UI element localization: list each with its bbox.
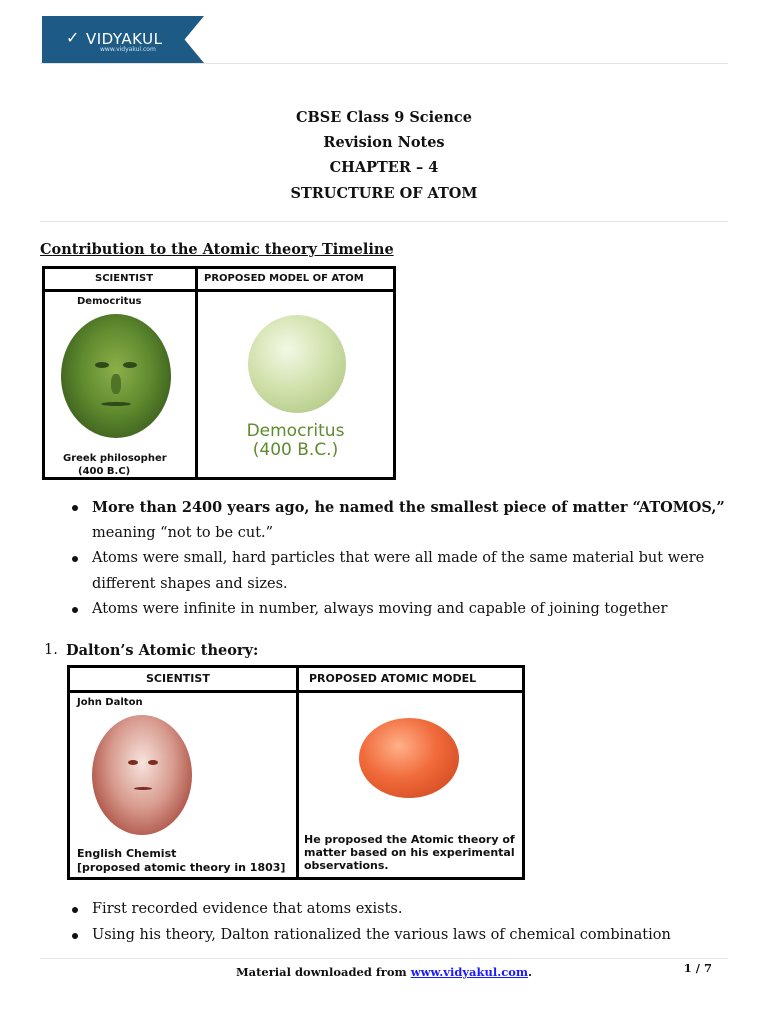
item-number: 1. [44,642,58,658]
footer-link[interactable]: www.vidyakul.com [410,965,529,979]
chapter-label: CHAPTER – 4 [329,159,439,176]
democritus-name: Democritus [77,296,142,307]
bullet-icon [72,907,78,913]
footer-divider [40,958,728,959]
doc-title-line2: Revision Notes [323,134,445,151]
dalton-model-text-3: observations. [304,859,389,872]
bullet-icon [72,556,78,562]
table1-header-scientist: SCIENTIST [95,273,154,284]
dalton-model-text-1: He proposed the Atomic theory of [304,833,515,846]
democritus-model-label: Democritus [246,421,345,441]
footer-suffix: . [528,965,533,979]
bullet-icon [72,933,78,939]
dalton-atom-sphere [359,718,459,798]
democritus-bullets [72,495,732,623]
dalton-bullets [72,897,732,948]
table2-header-scientist: SCIENTIST [146,672,210,685]
section-title: Contribution to the Atomic theory Timeline [40,241,394,258]
bullet-text: meaning “not to be cut.” [92,524,274,541]
democritus-caption-2: (400 B.C) [78,466,131,477]
page-number: 1 / 7 [683,961,712,975]
list-item [72,597,732,623]
democritus-caption-1: Greek philosopher [63,453,167,464]
table2-header-model: PROPOSED ATOMIC MODEL [309,672,477,685]
bullet-text: different shapes and sizes. [92,575,288,592]
doc-title-line1: CBSE Class 9 Science [296,109,472,126]
dalton-model-text-2: matter based on his experimental [304,846,515,859]
dalton-table [67,665,525,880]
bullet-text: First recorded evidence that atoms exists. [92,901,403,917]
bullet-icon [72,607,78,613]
bullet-text: Using his theory, Dalton rationalized the various laws of chemical combination [92,926,671,943]
democritus-portrait [61,314,171,438]
header-divider [40,63,728,64]
footer-prefix: Material downloaded from [235,965,411,979]
list-item [72,495,732,546]
list-item [72,546,732,597]
democritus-table [42,266,396,480]
footer-text [0,965,768,979]
dalton-name: John Dalton [77,697,143,708]
table1-header-model: PROPOSED MODEL OF ATOM [204,273,364,284]
democritus-model-date: (400 B.C.) [252,440,339,460]
list-item [72,923,732,949]
bullet-text: Atoms were infinite in number, always moving and capable of joining together [92,601,668,617]
dalton-heading: Dalton’s Atomic theory: [66,642,259,659]
bullet-bold-text: More than 2400 years ago, he named the smallest piece of matter “ATOMOS,” [92,499,725,516]
title-divider [40,221,728,222]
list-item [72,897,732,923]
vidyakul-logo-icon: ✓ [66,28,80,47]
bullet-text: Atoms were small, hard particles that were all made of the same material but were [92,550,705,566]
logo-text: VIDYAKUL [86,30,163,48]
dalton-caption-1: English Chemist [77,847,177,860]
logo-subtext: www.vidyakul.com [100,46,156,53]
bullet-icon [72,505,78,511]
chapter-title: STRUCTURE OF ATOM [290,185,478,202]
democritus-atom-sphere [248,315,346,413]
dalton-portrait [92,715,192,835]
dalton-caption-2: [proposed atomic theory in 1803] [77,861,286,874]
